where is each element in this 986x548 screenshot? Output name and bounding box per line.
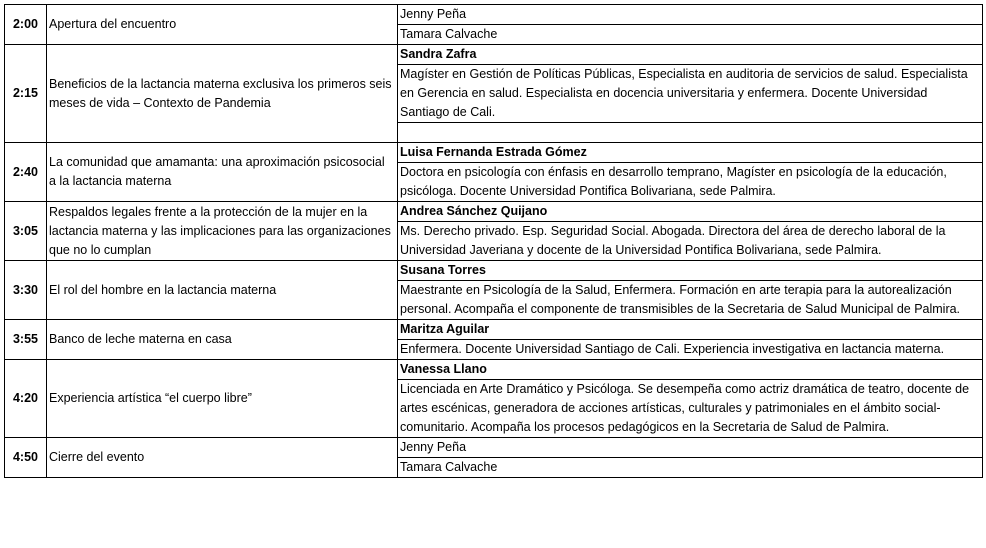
speaker-bio: Enfermera. Docente Universidad Santiago de Cali. Experiencia investigativa en lactancia materna. [398,340,983,360]
agenda-row [5,5,983,25]
topic-cell: Apertura del encuentro [47,5,398,45]
speaker-name: Jenny Peña [398,5,983,25]
speaker-bio: Doctora en psicología con énfasis en desarrollo temprano, Magíster en psicología de la educación, psicóloga. Docente Universidad Pontifica Bolivariana, sede Palmira. [398,163,983,202]
time-cell: 3:55 [5,320,47,360]
time-cell: 3:30 [5,261,47,320]
agenda-row [5,320,983,340]
speaker-bio: Ms. Derecho privado. Esp. Seguridad Social. Abogada. Directora del área de derecho laboral de la Universidad Javeriana y docente de la Universidad Pontifica Bolivariana, sede Palmira. [398,222,983,261]
time-cell: 3:05 [5,202,47,261]
speaker-bio: Magíster en Gestión de Políticas Públicas, Especialista en auditoria de servicios de salud. Especialista en Gerencia en salud. Especialista en docencia universitaria y enfermera. Docente Universidad Santiago de Cali. [398,65,983,123]
agenda-row [5,360,983,380]
agenda-table [4,4,983,478]
time-cell: 4:50 [5,438,47,478]
speaker-name: Vanessa Llano [398,360,983,380]
agenda-row [5,45,983,65]
topic-cell: El rol del hombre en la lactancia materna [47,261,398,320]
speaker-name: Sandra Zafra [398,45,983,65]
speaker-bio: Maestrante en Psicología de la Salud, Enfermera. Formación en arte terapia para la autorealización personal. Acompaña el componente de transmisibles de la Secretaria de Salud Municipal de Palmira. [398,281,983,320]
time-cell: 2:15 [5,45,47,143]
time-cell: 2:40 [5,143,47,202]
topic-cell: Experiencia artística “el cuerpo libre” [47,360,398,438]
speaker-name: Tamara Calvache [398,25,983,45]
speaker-name: Jenny Peña [398,438,983,458]
topic-cell: Cierre del evento [47,438,398,478]
agenda-row [5,438,983,458]
agenda-row [5,202,983,222]
speaker-name: Tamara Calvache [398,458,983,478]
speaker-name: Andrea Sánchez Quijano [398,202,983,222]
speaker-bio: Licenciada en Arte Dramático y Psicóloga. Se desempeña como actriz dramática de teatro, docente de artes escénicas, generadora de acciones artísticas, culturales y patrimoniales en el ámbito social-comunitario. Acompaña los procesos pedagógicos en la Secretaria de Salud de Palmira. [398,380,983,438]
time-cell: 4:20 [5,360,47,438]
topic-cell: Respaldos legales frente a la protección de la mujer en la lactancia materna y las implicaciones para las organizaciones que no lo cumplan [47,202,398,261]
time-cell: 2:00 [5,5,47,45]
agenda-row [5,261,983,281]
speaker-name: Susana Torres [398,261,983,281]
speaker-name: Maritza Aguilar [398,320,983,340]
empty-cell [398,123,983,143]
topic-cell: Banco de leche materna en casa [47,320,398,360]
speaker-name: Luisa Fernanda Estrada Gómez [398,143,983,163]
topic-cell: Beneficios de la lactancia materna exclusiva los primeros seis meses de vida – Contexto de Pandemia [47,45,398,143]
topic-cell: La comunidad que amamanta: una aproximación psicosocial a la lactancia materna [47,143,398,202]
agenda-row [5,143,983,163]
